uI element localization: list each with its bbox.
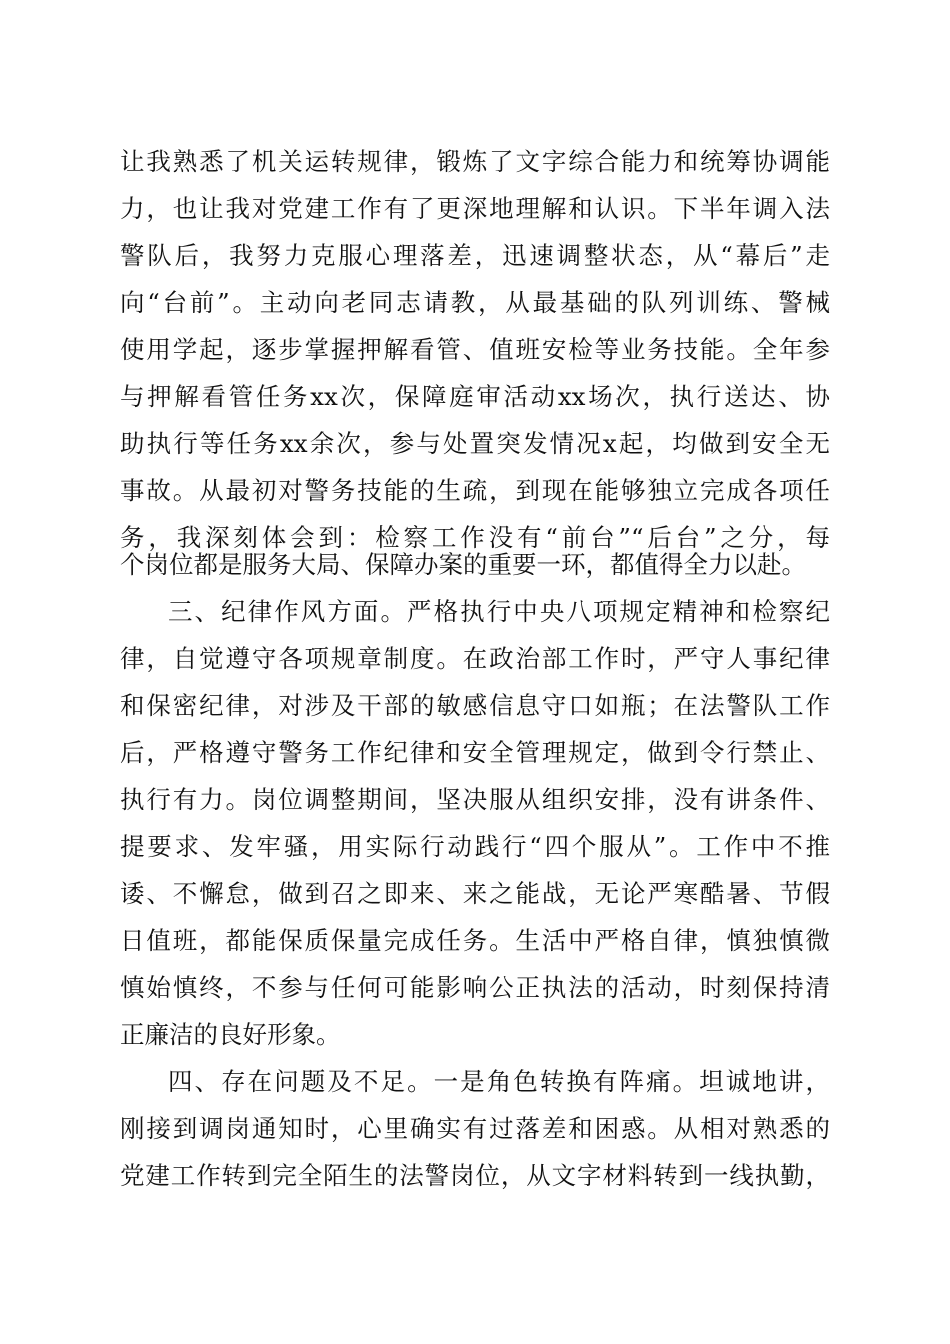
- section-heading-line: [168, 1067, 830, 1097]
- text-line: 日值班，都能保质保量完成任务。生活中严格自律，慎独慎微: [120, 926, 830, 955]
- text-line: 向“台前”。主动向老同志请教，从最基础的队列训练、警械: [120, 288, 830, 317]
- text-line: 事故。从最初对警务技能的生疏，到现在能够独立完成各项任: [120, 476, 830, 505]
- text-line: 力，也让我对党建工作有了更深地理解和认识。下半年调入法: [120, 194, 830, 223]
- text-line: 党建工作转到完全陌生的法警岗位，从文字材料转到一线执勤，: [120, 1161, 830, 1190]
- text-line: 后，严格遵守警务工作纪律和安全管理规定，做到令行禁止、: [120, 738, 830, 767]
- section-heading-line: [168, 597, 830, 627]
- text-line: 与押解看管任务xx次，保障庭审活动xx场次，执行送达、协: [120, 382, 830, 411]
- text-line: 让我熟悉了机关运转规律，锻炼了文字综合能力和统筹协调能: [120, 147, 830, 176]
- text-line: 执行有力。岗位调整期间，坚决服从组织安排，没有讲条件、: [120, 785, 830, 814]
- text-line: 提要求、发牢骚，用实际行动践行“四个服从”。工作中不推: [120, 832, 830, 861]
- text-line: 诿、不懈怠，做到召之即来、来之能战，无论严寒酷暑、节假: [120, 879, 830, 908]
- text-line: 警队后，我努力克服心理落差，迅速调整状态，从“幕后”走: [120, 241, 830, 270]
- section-heading: 三、纪律作风方面: [168, 597, 381, 626]
- heading-rest-text: 。严格执行中央八项规定精神和检察纪: [380, 597, 830, 626]
- text-line: 助执行等任务xx余次，参与处置突发情况x起，均做到安全无: [120, 429, 830, 458]
- text-line: 务，我深刻体会到：检察工作没有“前台”“后台”之分，每: [120, 523, 830, 552]
- section-heading: 四、存在问题及不足: [168, 1067, 408, 1096]
- text-line: 使用学起，逐步掌握押解看管、值班安检等业务技能。全年参: [120, 335, 830, 364]
- text-line: 刚接到调岗通知时，心里确实有过落差和困惑。从相对熟悉的: [120, 1114, 830, 1143]
- text-line: 和保密纪律，对涉及干部的敏感信息守口如瓶；在法警队工作: [120, 691, 830, 720]
- text-line: 慎始慎终，不参与任何可能影响公正执法的活动，时刻保持清: [120, 973, 830, 1002]
- text-line: 正廉洁的良好形象。: [120, 1020, 341, 1049]
- heading-rest-text: 。一是角色转换有阵痛。坦诚地讲，: [407, 1067, 830, 1096]
- text-line: 个岗位都是服务大局、保障办案的重要一环，都值得全力以赴。: [120, 550, 806, 579]
- text-line: 律，自觉遵守各项规章制度。在政治部工作时，严守人事纪律: [120, 644, 830, 673]
